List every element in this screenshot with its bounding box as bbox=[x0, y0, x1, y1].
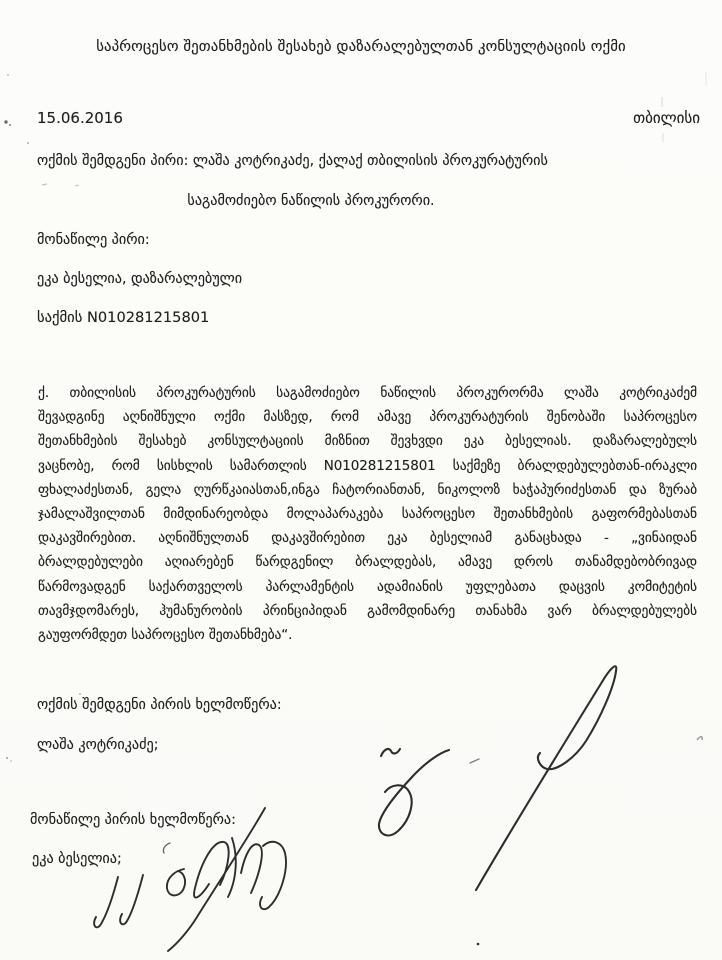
document-city: თბილისი bbox=[633, 109, 700, 127]
body-text-line: ვაცნობე, რომ სისხლის სამართლის N010281215801 საქმეზე ბრალდებულებთან-ირაკლი bbox=[38, 457, 697, 474]
composer-signature-name: ლაშა კოტრიკაძე; bbox=[37, 737, 159, 753]
body-text-line: ფხალაძესთან, გელა ღურწკაიასთან,ინგა ჩატორიანთან, ნიკოლოზ ხაჭაპურიძესთან და ზურაბ bbox=[38, 481, 697, 498]
participant-signature-name: ეკა ბესელია; bbox=[32, 851, 122, 867]
body-text-line: გაუფორმდეთ საპროცესო შეთანხმება“. bbox=[38, 627, 293, 644]
document-date: 15.06.2016 bbox=[37, 109, 123, 127]
participant-name: ეკა ბესელია, დაზარალებული bbox=[37, 271, 243, 287]
body-text-line: შეთანხმების შესახებ კონსულტაციის მიზნით შევხვდი ეკა ბესელიას. დაზარალებულს bbox=[38, 433, 697, 450]
body-text-line: ქ. თბილისის პროკურატურის საგამოძიებო ნაწილის პროკურორმა ლაშა კოტრიკაძემ bbox=[38, 385, 697, 401]
body-text-line: თავმჯდომარეს, ჰუმანურობის პრინციპიდან გამომდინარე თანახმა ვარ ბრალდებულებს bbox=[38, 602, 697, 619]
composer-line: ოქმის შემდგენი პირი: ლაშა კოტრიკაძე, ქალაქ თბილისის პროკურატურის bbox=[37, 153, 548, 169]
document-title: საპროცესო შეთანხმების შესახებ დაზარალებულთან კონსულტაციის ოქმი bbox=[96, 38, 626, 55]
prosecutor-signature-mark bbox=[379, 666, 616, 945]
composer-signature-label: ოქმის შემდგენი პირის ხელმოწერა: bbox=[37, 697, 282, 713]
body-text-line: ჯამალაშვილთან მიმდინარეობდა მოლაპარაკება საპროცესო შეთანხმების გაფორმებასთან bbox=[38, 506, 697, 523]
body-text-line: წარმოვადგენ საქართველოს პარლამენტის ადამიანის უფლებათა დაცვის კომიტეტის bbox=[38, 578, 697, 595]
body-text-line: დაკავშირებით. აღნიშნულთან დაკავშირებით ეკა ბესელიამ განაცხადა - „ვინაიდან bbox=[38, 530, 697, 547]
date-city-row bbox=[37, 109, 700, 127]
body-text-line: შევადგინე აღნიშნული ოქმი მასზედ, რომ ამავე პროკურატურის შენობაში საპროცესო bbox=[38, 409, 697, 426]
case-number: საქმის N010281215801 bbox=[37, 309, 210, 326]
participant-signature-mark bbox=[94, 808, 286, 951]
composer-line-2: საგამოძიებო ნაწილის პროკურორი. bbox=[187, 193, 435, 209]
participant-label: მონაწილე პირი: bbox=[37, 232, 150, 248]
participant-signature-label: მონაწილე პირის ხელმოწერა: bbox=[30, 812, 236, 828]
body-text-line: ბრალდებულები აღიარებენ წარდგენილ ბრალდებას, ამავე დროს თანამდებობრივად bbox=[38, 554, 697, 571]
body-paragraph bbox=[38, 381, 697, 647]
